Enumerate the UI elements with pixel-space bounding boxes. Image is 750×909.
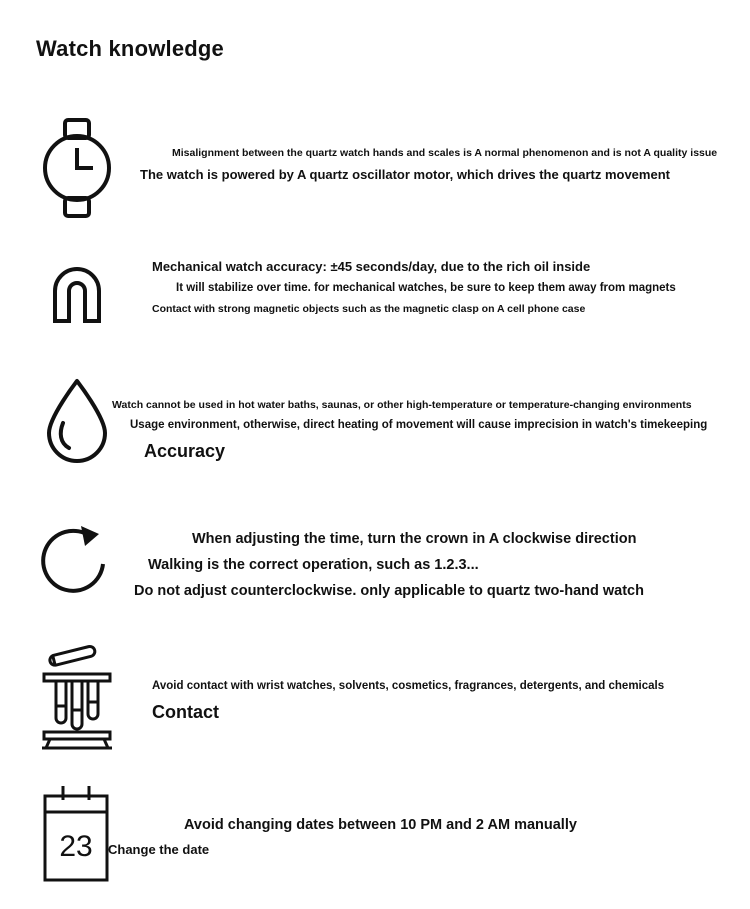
calendar-icon	[39, 784, 115, 888]
section-crown-line-1: When adjusting the time, turn the crown in A clockwise direction	[192, 531, 637, 547]
section-date-text	[108, 812, 708, 861]
section-magnet-line-2: It will stabilize over time. for mechanical watches, be sure to keep them away from magnets	[176, 282, 676, 294]
section-date	[0, 780, 750, 895]
section-date-line-2: Change the date	[108, 842, 210, 857]
test-tube-rack-icon-container	[34, 644, 120, 754]
section-magnet-line-1: Mechanical watch accuracy: ±45 seconds/day, due to the rich oil inside	[152, 259, 591, 274]
section-chemical-line-1: Avoid contact with wrist watches, solvents, cosmetics, fragrances, detergents, and chemicals	[152, 680, 665, 692]
section-date-line-1: Avoid changing dates between 10 PM and 2 AM manually	[184, 817, 577, 833]
magnet-icon	[41, 255, 113, 335]
water-drop-icon-container	[34, 375, 120, 465]
section-water-text	[112, 395, 712, 466]
section-crown-line-3: Do not adjust counterclockwise. only applicable to quartz two-hand watch	[134, 583, 644, 599]
clockwise-arrow-icon	[41, 520, 113, 608]
section-chemical-heading: Contact	[152, 702, 219, 722]
section-magnet-line-3: Contact with strong magnetic objects such as the magnetic clasp on A cell phone case	[152, 303, 586, 315]
section-crown-line-2: Walking is the correct operation, such as 1.2.3...	[148, 557, 479, 573]
test-tube-rack-icon	[36, 644, 118, 754]
watch-icon	[41, 118, 113, 218]
section-water-heading: Accuracy	[144, 441, 226, 461]
section-water-line-2: Usage environment, otherwise, direct heating of movement will cause imprecision in watch's timekeeping	[130, 419, 708, 431]
section-quartz	[0, 110, 750, 220]
magnet-icon-container	[34, 255, 120, 335]
section-chemical	[0, 640, 750, 755]
section-chemical-text	[120, 676, 720, 727]
page-title: Watch knowledge	[36, 36, 224, 61]
section-water	[0, 375, 750, 480]
section-magnet-text	[120, 255, 720, 319]
calendar-day-number: 23	[59, 830, 93, 863]
water-drop-icon	[41, 375, 113, 465]
section-quartz-text	[140, 143, 740, 186]
section-magnet	[0, 245, 750, 350]
clockwise-arrow-icon-container	[34, 520, 120, 608]
section-quartz-line-1: Misalignment between the quartz watch hands and scales is A normal phenomenon and is not A quality issue	[172, 147, 718, 159]
watch-icon-container	[34, 118, 120, 218]
section-crown	[0, 510, 750, 615]
section-crown-text	[116, 526, 716, 604]
section-quartz-line-2: The watch is powered by A quartz oscillator motor, which drives the quartz movement	[140, 167, 670, 182]
section-water-line-1: Watch cannot be used in hot water baths, saunas, or other high-temperature or temperature-changing environments	[112, 399, 692, 411]
